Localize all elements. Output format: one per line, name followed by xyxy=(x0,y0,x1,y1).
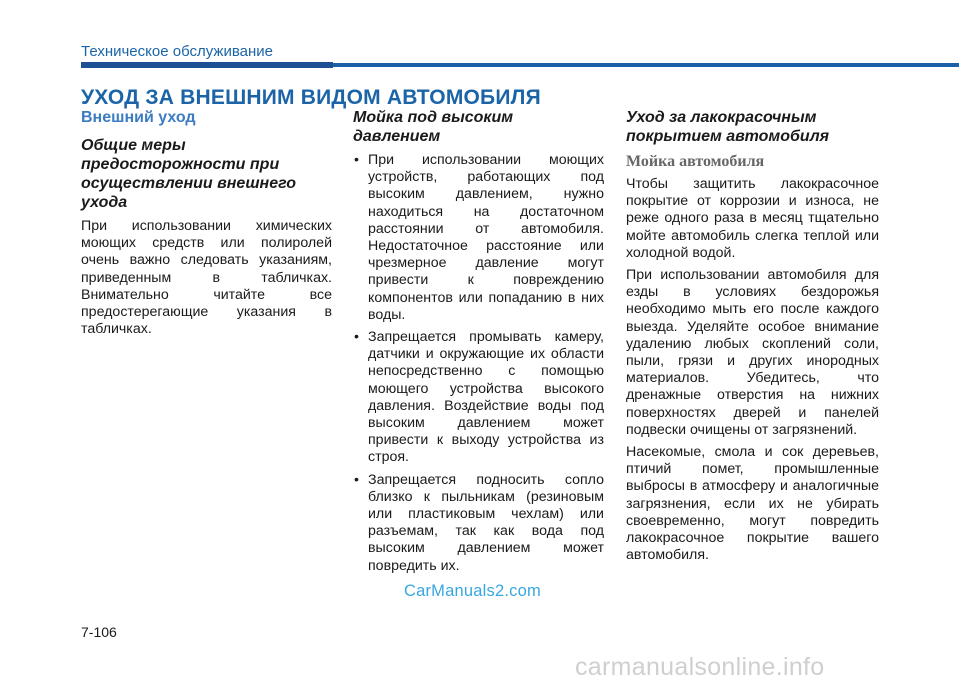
section-title: Техническое обслуживание xyxy=(81,43,273,60)
list-item xyxy=(353,152,604,324)
car-wash-subheading: Мойка автомобиля xyxy=(626,153,765,170)
paint-care-paragraph: Насекомые, смола и сок деревьев, птичий помет, промышленные выбросы в атмосферу и аналогичные загрязнения, если их не убирать своевременно, могут повредить лакокрасочное покрытие вашего автомобиля. xyxy=(626,444,879,564)
bullet-text: Запрещается подносить сопло близко к пыльникам (резиновым или пластиковым чехлам) или разъемам, так как вода под высоким давлением может повредить их. xyxy=(368,471,604,574)
bullet-text: При использовании моющих устройств, работающих под высоким давлением, нужно находиться на достаточном расстоянии от автомобиля. Недостаточное расстояние или чрезмерное давление могут привести к повреждению компонентов или попаданию в них воды. xyxy=(368,152,604,323)
bullet-icon: • xyxy=(354,152,359,168)
header-rule-accent xyxy=(81,62,333,68)
bullet-icon: • xyxy=(354,471,359,488)
column-exterior-care xyxy=(81,108,332,343)
chapter-title: УХОД ЗА ВНЕШНИМ ВИДОМ АВТОМОБИЛЯ xyxy=(81,86,541,109)
column-high-pressure-wash xyxy=(353,108,604,580)
paint-care-paragraph: Чтобы защитить лакокрасочное покрытие от коррозии и износа, не реже одного раза в месяц тщательно мойте автомобиль слегка теплой или холодной водой. xyxy=(626,176,879,261)
page-number: 7-106 xyxy=(81,624,117,640)
list-item xyxy=(353,472,604,575)
exterior-care-heading: Внешний уход xyxy=(81,109,196,126)
general-precautions-text: При использовании химических моющих средств или полиролей очень важно следовать указаниям, приведенным в табличках. Внимательно читайте все предостерегающие указания в табличках. xyxy=(81,218,332,338)
bullet-icon: • xyxy=(354,329,359,346)
footer-watermark: carmanualsonline.info xyxy=(575,653,825,681)
header-rule xyxy=(81,63,959,67)
high-pressure-wash-heading: Мойка под высоким давлением xyxy=(353,109,514,145)
carmanuals-watermark[interactable]: CarManuals2.com xyxy=(404,582,541,600)
general-precautions-heading: Общие меры предосторожности при осуществлении внешнего ухода xyxy=(81,137,297,211)
high-pressure-bullets xyxy=(353,152,604,575)
paint-care-heading: Уход за лакокрасочным покрытием автомобиля xyxy=(626,109,830,145)
list-item xyxy=(353,329,604,467)
paint-care-paragraph: При использовании автомобиля для езды в условиях бездорожья необходимо мыть его после каждого выезда. Уделяйте особое внимание удалению любых скоплений соли, пыли, грязи и других инородных материалов. Убедитесь, что дренажные отверстия на нижних поверхностях дверей и панелей подвески очищены от загрязнений. xyxy=(626,267,879,438)
bullet-text: Запрещается промывать камеру, датчики и окружающие их области непосредственно с помощью моющего устройства высокого давления. Воздействие воды под высоким давлением может привести к выходу устройства из строя. xyxy=(368,329,604,466)
column-paint-care xyxy=(626,108,879,569)
